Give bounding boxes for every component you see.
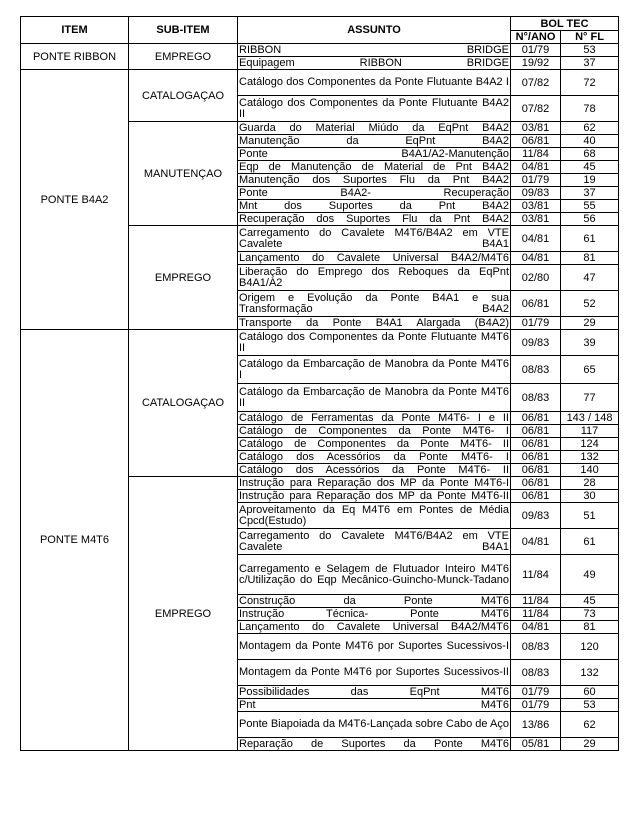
assunto-cell: Carregamento do Cavalete M4T6/B4A2 em VTE Cavalete B4A1 — [239, 226, 509, 250]
assunto-cell: Possibilidades das EqPnt M4T6 — [239, 685, 509, 698]
bol-tec-fl-cell: 61 — [561, 226, 619, 252]
header-bol-tec: BOL TEC — [511, 17, 619, 31]
bol-tec-ano-cell: 06/81 — [511, 425, 561, 438]
subitem-cell: EMPREGO — [129, 477, 238, 751]
header-no-ano: N°/ANO — [511, 31, 561, 44]
bol-tec-ano-cell: 04/81 — [511, 226, 561, 252]
assunto-cell: Instrução Técnica- Ponte M4T6 — [239, 607, 509, 620]
bol-tec-ano-cell: 11/84 — [511, 608, 561, 621]
bol-tec-ano-cell: 05/81 — [511, 738, 561, 751]
assunto-cell: Catálogo de Ferramentas da Ponte M4T6- I e II — [239, 411, 509, 424]
bol-tec-ano-cell: 06/81 — [511, 438, 561, 451]
bol-tec-fl-cell: 124 — [561, 438, 619, 451]
bol-tec-ano-cell: 04/81 — [511, 529, 561, 555]
assunto-cell: Reparação de Suportes da Ponte M4T6 — [239, 737, 509, 750]
assunto-cell: Carregamento e Selagem de Flutuador Inteiro M4T6 c/Utilização do Eqp Mecânico-Guincho-Munck-Tadano — [238, 555, 511, 595]
assunto-cell: Montagem da Ponte M4T6 por Suportes Sucessivos-II — [238, 660, 511, 686]
assunto-cell: Ponte B4A1/A2-Manutenção — [239, 147, 509, 160]
assunto-cell: Lançamento do Cavalete Universal B4A2/M4T6 — [239, 620, 509, 633]
assunto-cell: Instrução para Reparação dos MP da Ponte M4T6-II — [239, 489, 509, 502]
item-cell: PONTE RIBBON — [21, 44, 129, 70]
bol-tec-ano-cell: 04/81 — [511, 621, 561, 634]
assunto-cell: Pnt M4T6 — [239, 698, 509, 711]
bol-tec-ano-cell: 02/80 — [511, 265, 561, 291]
bol-tec-fl-cell: 19 — [561, 174, 619, 187]
assunto-cell: Catálogo dos Componentes da Ponte Flutuante B4A2 I — [238, 70, 511, 96]
bol-tec-ano-cell: 09/83 — [511, 187, 561, 200]
bol-tec-ano-cell: 06/81 — [511, 464, 561, 477]
assunto-cell: Aproveitamento da Eq M4T6 em Pontes de Média Cpcd(Estudo) — [239, 503, 509, 527]
bol-tec-fl-cell: 45 — [561, 595, 619, 608]
bol-tec-fl-cell: 72 — [561, 70, 619, 96]
bol-tec-ano-cell: 09/83 — [511, 330, 561, 356]
bol-tec-fl-cell: 81 — [561, 621, 619, 634]
bol-tec-fl-cell: 39 — [561, 330, 619, 356]
assunto-cell: Origem e Evolução da Ponte B4A1 e sua Transformação B4A2 — [239, 291, 509, 315]
assunto-cell: Manutenção da EqPnt B4A2 — [239, 134, 509, 147]
assunto-cell: Instrução para Reparação dos MP da Ponte M4T6-I — [239, 476, 509, 489]
bol-tec-ano-cell: 07/82 — [511, 70, 561, 96]
assunto-cell: Eqp de Manutenção de Material de Pnt B4A2 — [239, 160, 509, 173]
header-no-fl: N° FL — [561, 31, 619, 44]
bol-tec-fl-cell: 143 / 148 — [561, 412, 619, 425]
bol-tec-ano-cell: 06/81 — [511, 291, 561, 317]
assunto-cell: Transporte da Ponte B4A1 Alargada (B4A2) — [239, 316, 509, 329]
assunto-cell: Mnt dos Suportes da Pnt B4A2 — [239, 199, 509, 212]
header-assunto: ASSUNTO — [238, 17, 511, 44]
bol-tec-fl-cell: 55 — [561, 200, 619, 213]
bol-tec-ano-cell: 11/84 — [511, 555, 561, 595]
assunto-cell: Montagem da Ponte M4T6 por Suportes Sucessivos-I — [238, 634, 511, 660]
bol-tec-ano-cell: 08/83 — [511, 634, 561, 660]
bol-tec-ano-cell: 01/79 — [511, 317, 561, 330]
bol-tec-fl-cell: 77 — [561, 384, 619, 412]
assunto-cell: Catálogo dos Acessórios da Ponte M4T6- I — [239, 450, 509, 463]
bol-tec-ano-cell: 08/83 — [511, 384, 561, 412]
assunto-cell: Catálogo dos Acessórios da Ponte M4T6- II — [239, 463, 509, 476]
assunto-cell: Equipagem RIBBON BRIDGE — [239, 56, 509, 69]
bol-tec-fl-cell: 37 — [561, 187, 619, 200]
subitem-cell: EMPREGO — [129, 44, 238, 70]
item-cell: PONTE B4A2 — [21, 70, 129, 330]
bol-tec-fl-cell: 68 — [561, 148, 619, 161]
assunto-cell: Recuperação dos Suportes Flu da Pnt B4A2 — [239, 212, 509, 225]
assunto-cell: Guarda do Material Miúdo da EqPnt B4A2 — [239, 121, 509, 134]
item-cell: PONTE M4T6 — [21, 330, 129, 751]
bol-tec-fl-cell: 140 — [561, 464, 619, 477]
bol-tec-ano-cell: 01/79 — [511, 44, 561, 57]
bol-tec-fl-cell: 120 — [561, 634, 619, 660]
bol-tec-fl-cell: 52 — [561, 291, 619, 317]
assunto-cell: Catálogo dos Componentes da Ponte Flutuante M4T6 II — [239, 330, 509, 354]
bol-tec-fl-cell: 28 — [561, 477, 619, 490]
bol-tec-ano-cell: 03/81 — [511, 213, 561, 226]
bol-tec-ano-cell: 04/81 — [511, 161, 561, 174]
bol-tec-fl-cell: 78 — [561, 96, 619, 122]
bol-tec-fl-cell: 62 — [561, 712, 619, 738]
bol-tec-ano-cell: 08/83 — [511, 356, 561, 384]
bol-tec-fl-cell: 29 — [561, 738, 619, 751]
assunto-cell: Ponte B4A2- Recuperação — [239, 186, 509, 199]
bol-tec-fl-cell: 60 — [561, 686, 619, 699]
assunto-cell: Construção da Ponte M4T6 — [239, 594, 509, 607]
bol-tec-fl-cell: 51 — [561, 503, 619, 529]
bol-tec-ano-cell: 01/79 — [511, 699, 561, 712]
assunto-cell: Catálogo de Componentes da Ponte M4T6- II — [239, 437, 509, 450]
bol-tec-fl-cell: 30 — [561, 490, 619, 503]
bol-tec-fl-cell: 53 — [561, 44, 619, 57]
assunto-cell: Catálogo de Componentes da Ponte M4T6- I — [239, 424, 509, 437]
table-row — [21, 330, 619, 356]
assunto-cell: Liberação do Emprego dos Reboques da EqPnt B4A1/A2 — [239, 265, 509, 289]
bol-tec-fl-cell: 56 — [561, 213, 619, 226]
assunto-cell: Lançamento do Cavalete Universal B4A2/M4T6 — [239, 251, 509, 264]
bol-tec-fl-cell: 132 — [561, 451, 619, 464]
bol-tec-ano-cell: 13/86 — [511, 712, 561, 738]
subitem-cell: CATALOGAÇAO — [129, 330, 238, 477]
bol-tec-fl-cell: 47 — [561, 265, 619, 291]
bol-tec-fl-cell: 62 — [561, 122, 619, 135]
header-subitem: SUB-ITEM — [129, 17, 238, 44]
subitem-cell: EMPREGO — [129, 226, 238, 330]
assunto-cell: RIBBON BRIDGE — [239, 43, 509, 56]
bol-tec-fl-cell: 49 — [561, 555, 619, 595]
bol-tec-ano-cell: 01/79 — [511, 174, 561, 187]
bol-tec-ano-cell: 09/83 — [511, 503, 561, 529]
bol-tec-ano-cell: 06/81 — [511, 412, 561, 425]
assunto-cell: Catálogo da Embarcação de Manobra da Ponte M4T6 I — [238, 356, 511, 384]
bol-tec-ano-cell: 04/81 — [511, 252, 561, 265]
bol-tec-fl-cell: 65 — [561, 356, 619, 384]
bol-tec-fl-cell: 53 — [561, 699, 619, 712]
bol-tec-fl-cell: 45 — [561, 161, 619, 174]
assunto-cell: Manutenção dos Suportes Flu da Pnt B4A2 — [239, 173, 509, 186]
bol-tec-ano-cell: 01/79 — [511, 686, 561, 699]
bol-tec-fl-cell: 40 — [561, 135, 619, 148]
bol-tec-ano-cell: 11/84 — [511, 148, 561, 161]
bol-tec-fl-cell: 37 — [561, 57, 619, 70]
subitem-cell: CATALOGAÇAO — [129, 70, 238, 122]
assunto-cell: Carregamento do Cavalete M4T6/B4A2 em VTE Cavalete B4A1 — [239, 529, 509, 553]
bol-tec-ano-cell: 03/81 — [511, 200, 561, 213]
table-body — [21, 44, 619, 751]
bol-tec-ano-cell: 19/92 — [511, 57, 561, 70]
subitem-cell: MANUTENÇAO — [129, 122, 238, 226]
assunto-cell: Catálogo dos Componentes da Ponte Flutuante B4A2 II — [239, 96, 509, 120]
bol-tec-ano-cell: 08/83 — [511, 660, 561, 686]
assunto-cell: Ponte Biapoiada da M4T6-Lançada sobre Cabo de Aço — [238, 712, 511, 738]
table-row — [21, 44, 619, 57]
bol-tec-ano-cell: 03/81 — [511, 122, 561, 135]
bol-tec-ano-cell: 11/84 — [511, 595, 561, 608]
bol-tec-fl-cell: 61 — [561, 529, 619, 555]
bol-tec-fl-cell: 29 — [561, 317, 619, 330]
bol-tec-fl-cell: 117 — [561, 425, 619, 438]
bol-tec-ano-cell: 06/81 — [511, 451, 561, 464]
bol-tec-ano-cell: 06/81 — [511, 490, 561, 503]
table-row — [21, 70, 619, 96]
bol-tec-ano-cell: 06/81 — [511, 135, 561, 148]
bol-tec-fl-cell: 132 — [561, 660, 619, 686]
bol-tec-ano-cell: 06/81 — [511, 477, 561, 490]
bol-tec-fl-cell: 81 — [561, 252, 619, 265]
header-item: ITEM — [21, 17, 129, 44]
bulletin-index-table — [20, 16, 619, 751]
assunto-cell: Catálogo da Embarcação de Manobra da Ponte M4T6 II — [238, 384, 511, 412]
bol-tec-ano-cell: 07/82 — [511, 96, 561, 122]
bol-tec-fl-cell: 73 — [561, 608, 619, 621]
